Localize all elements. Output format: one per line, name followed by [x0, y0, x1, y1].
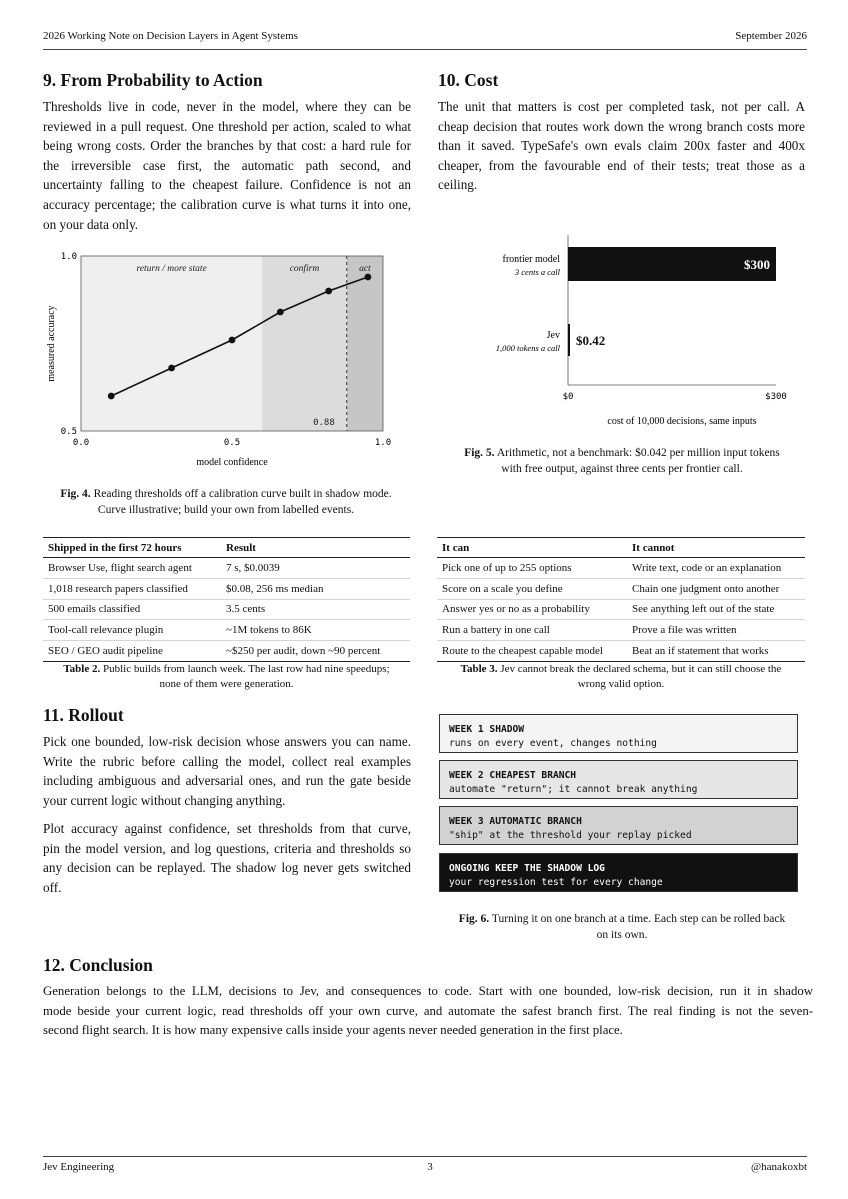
table-2 [43, 537, 410, 662]
table-cell: 7 s, $0.0039 [221, 558, 410, 579]
bar-value-label: $300 [744, 257, 770, 272]
table-cell: Pick one of up to 255 options [437, 558, 627, 579]
table3-caption [437, 662, 805, 692]
page-number: 3 [427, 1161, 433, 1173]
section-11-p2-line: Plot accuracy against confidence, set thresholds from that curve, [43, 821, 411, 836]
section-10-heading: 10. Cost [438, 70, 499, 90]
table-cell: Browser Use, flight search agent [43, 558, 221, 579]
table2-caption [43, 662, 410, 692]
data-point [229, 337, 236, 344]
header-rule [43, 49, 807, 50]
section-11-paragraph-2 [43, 819, 411, 897]
x-tick-label: $300 [765, 392, 787, 402]
section-10-line: than it saved. TypeSafe's own evals claim 200x faster and 400x [438, 138, 805, 154]
region-2 [262, 256, 347, 431]
section-11-p1-line: Write the rubric before calling the model, collect real examples [43, 753, 411, 769]
section-9-line: reviewed in a pull request. One threshold per action, scaled to what [43, 118, 411, 134]
rollout-step-ongoing [439, 853, 798, 892]
table3-label: Table 3. [460, 663, 498, 675]
x-tick-label: 0.0 [72, 438, 90, 448]
fig4-caption [40, 486, 412, 518]
fig4-label: Fig. 4. [60, 488, 91, 500]
section-9-line: Thresholds live in code, never in the model, where they can be [43, 99, 411, 114]
section-12-heading: 12. Conclusion [43, 955, 153, 975]
table-2-header-shipped: Shipped in the first 72 hours [43, 538, 221, 558]
rollout-step-week-2 [439, 760, 798, 799]
table-cell: Chain one judgment onto another [627, 578, 805, 599]
bar-category-label: frontier model [502, 254, 560, 265]
fig6-caption-line1: Turning it on one branch at a time. Each step can be rolled back [491, 913, 786, 925]
table-3-header-can: It can [437, 538, 627, 558]
rollout-step-week-1 [439, 714, 798, 753]
table2-label: Table 2. [63, 663, 101, 675]
fig4-caption-line1: Reading thresholds off a calibration curve built in shadow mode. [93, 488, 392, 500]
region-label: act [359, 264, 371, 274]
section-12-line: mode beside your current logic, read thresholds off your own curve, and automate the safest branch first. The real finding is not the seven- [43, 1003, 813, 1018]
bar-jev [568, 324, 570, 356]
section-10-line: cheap decision that routes work down the wrong branch costs more [438, 118, 805, 134]
section-12-line: Generation belongs to the LLM, decisions to Jev, and consequences to code. Start with one bounded, low-risk decision, run it in shadow [43, 984, 813, 998]
bar-sublabel: 1,000 tokens a call [495, 343, 560, 353]
table-cell: Prove a file was written [627, 620, 805, 641]
x-tick-label: 0.5 [223, 438, 241, 448]
section-11-p1-line: including ambiguous and adversarial ones, and run the gate beside [43, 773, 411, 789]
fig6-label: Fig. 6. [458, 913, 490, 925]
table-cell: Beat an if statement that works [627, 641, 805, 662]
y-tick-label: 0.5 [60, 427, 77, 437]
section-12-line: second flight search. It is how many expensive calls inside your agents never needed generation in the first place. [43, 1023, 623, 1038]
table-row [43, 620, 410, 641]
rollout-step-1-title: WEEK 1 SHADOW [449, 724, 525, 735]
fig6-caption [437, 911, 807, 943]
table-cell: Run a battery in one call [437, 620, 627, 641]
section-9-paragraph [43, 97, 411, 234]
table-cell: See anything left out of the state [627, 599, 805, 620]
section-9-heading: 9. From Probability to Action [43, 70, 263, 90]
table-cell: Write text, code or an explanation [627, 558, 805, 579]
bar-value-label: $0.42 [576, 333, 606, 348]
table-cell: 1,018 research papers classified [43, 578, 221, 599]
table-row [437, 599, 805, 620]
section-10-line: ceiling. [438, 177, 478, 193]
table-3 [437, 537, 805, 662]
section-10-line: The unit that matters is cost per completed task, not per call. A [438, 99, 805, 114]
section-11-p2-line: any decision can be replayed. The shadow log never gets switched [43, 860, 411, 876]
section-12-paragraph [43, 982, 813, 1041]
table-row [43, 599, 410, 620]
footer-right: @hanakoxbt [751, 1161, 807, 1173]
bar-sublabel: 3 cents a call [514, 267, 560, 277]
x-axis-label: cost of 10,000 decisions, same inputs [607, 416, 757, 427]
table-3-header-cannot: It cannot [627, 538, 805, 558]
table-cell: Route to the cheapest capable model [437, 641, 627, 662]
fig5-caption-line2: with free output, against three cents per frontier call. [501, 463, 743, 475]
section-9-line: on your data only. [43, 216, 139, 232]
fig6-caption-line2: on its own. [596, 929, 648, 941]
section-9-line: accuracy percentage; the calibration curve is what turns it into one, [43, 196, 411, 212]
rollout-step-week-3 [439, 806, 798, 845]
y-tick-label: 1.0 [60, 252, 77, 262]
table3-caption-line1: Jev cannot break the declared schema, but it can still choose the [500, 663, 782, 675]
table-row [43, 641, 410, 662]
calibration-chart [40, 245, 412, 475]
bar-category-label: Jev [546, 330, 560, 341]
rollout-step-1-desc: runs on every event, changes nothing [449, 738, 657, 749]
table-cell: ~$250 per audit, down ~90 percent [221, 641, 410, 662]
table-cell: $0.08, 256 ms median [221, 578, 410, 599]
section-11-paragraph-1 [43, 732, 411, 810]
data-point [365, 274, 372, 281]
rollout-step-3-desc: "ship" at the threshold your replay picked [449, 830, 692, 841]
rollout-step-2-title: WEEK 2 CHEAPEST BRANCH [449, 770, 577, 781]
table-cell: Answer yes or no as a probability [437, 599, 627, 620]
data-point [168, 365, 175, 372]
footer-rule [43, 1156, 807, 1157]
table-row [437, 620, 805, 641]
table-cell: SEO / GEO audit pipeline [43, 641, 221, 662]
table-cell: 3.5 cents [221, 599, 410, 620]
region-1 [81, 256, 262, 431]
rollout-step-3-title: WEEK 3 AUTOMATIC BRANCH [449, 816, 582, 827]
x-tick-label: 1.0 [374, 438, 392, 448]
table-2-header-result: Result [221, 538, 410, 558]
section-11-p1-line: Pick one bounded, low-risk decision whose answers you can name. [43, 734, 411, 749]
table-row [437, 578, 805, 599]
section-9-line: the irreversible case first, the automatic path second, and [43, 157, 411, 173]
region-label: confirm [289, 264, 320, 274]
table-cell: 500 emails classified [43, 599, 221, 620]
table-row [437, 558, 805, 579]
table2-caption-line2: none of them were generation. [159, 678, 294, 690]
table-cell: Score on a scale you define [437, 578, 627, 599]
x-tick-label: $0 [562, 392, 574, 402]
running-header-date: September 2026 [735, 30, 807, 42]
footer-left: Jev Engineering [43, 1161, 115, 1173]
table2-caption-line1: Public builds from launch week. The last row had nine speedups; [102, 663, 390, 675]
data-point [325, 288, 332, 295]
data-point [108, 393, 115, 400]
section-11-p2-line: pin the model version, and log questions, criteria and thresholds so [43, 840, 411, 856]
region-label: return / more state [136, 264, 207, 274]
section-10-paragraph [438, 97, 805, 195]
fig5-caption-line1: Arithmetic, not a benchmark: $0.042 per million input tokens [496, 447, 780, 459]
table-row [43, 578, 410, 599]
y-axis-label: measured accuracy [46, 305, 57, 382]
x-axis-label: model confidence [196, 457, 268, 468]
fig5-caption [436, 445, 808, 477]
section-10-line: cheaper, from the favourable end of their tests; treat those as a [438, 157, 805, 173]
table3-caption-line2: wrong valid option. [577, 678, 665, 690]
fig5-label: Fig. 5. [464, 447, 495, 459]
table-row [437, 641, 805, 662]
data-point [277, 309, 284, 316]
table-cell: ~1M tokens to 86K [221, 620, 410, 641]
threshold-label: 0.88 [313, 418, 335, 428]
table-cell: Tool-call relevance plugin [43, 620, 221, 641]
section-11-p2-line: off. [43, 879, 62, 895]
section-11-p1-line: your current logic without changing anything. [43, 792, 286, 808]
table-row [43, 558, 410, 579]
fig4-caption-line2: Curve illustrative; build your own from labelled events. [97, 504, 355, 516]
cost-bar-chart [436, 235, 808, 435]
running-header-title: 2026 Working Note on Decision Layers in Agent Systems [43, 30, 298, 42]
section-9-line: being wrong costs. Order the branches by that cost: a hard rule for [43, 138, 411, 154]
section-9-line: uncertainty falling to the cheapest failure. Confidence is not an [43, 177, 411, 193]
rollout-step-4-title: ONGOING KEEP THE SHADOW LOG [449, 863, 605, 874]
section-11-heading: 11. Rollout [43, 705, 124, 725]
rollout-step-4-desc: your regression test for every change [449, 877, 663, 888]
rollout-step-2-desc: automate "return"; it cannot break anything [449, 784, 698, 795]
